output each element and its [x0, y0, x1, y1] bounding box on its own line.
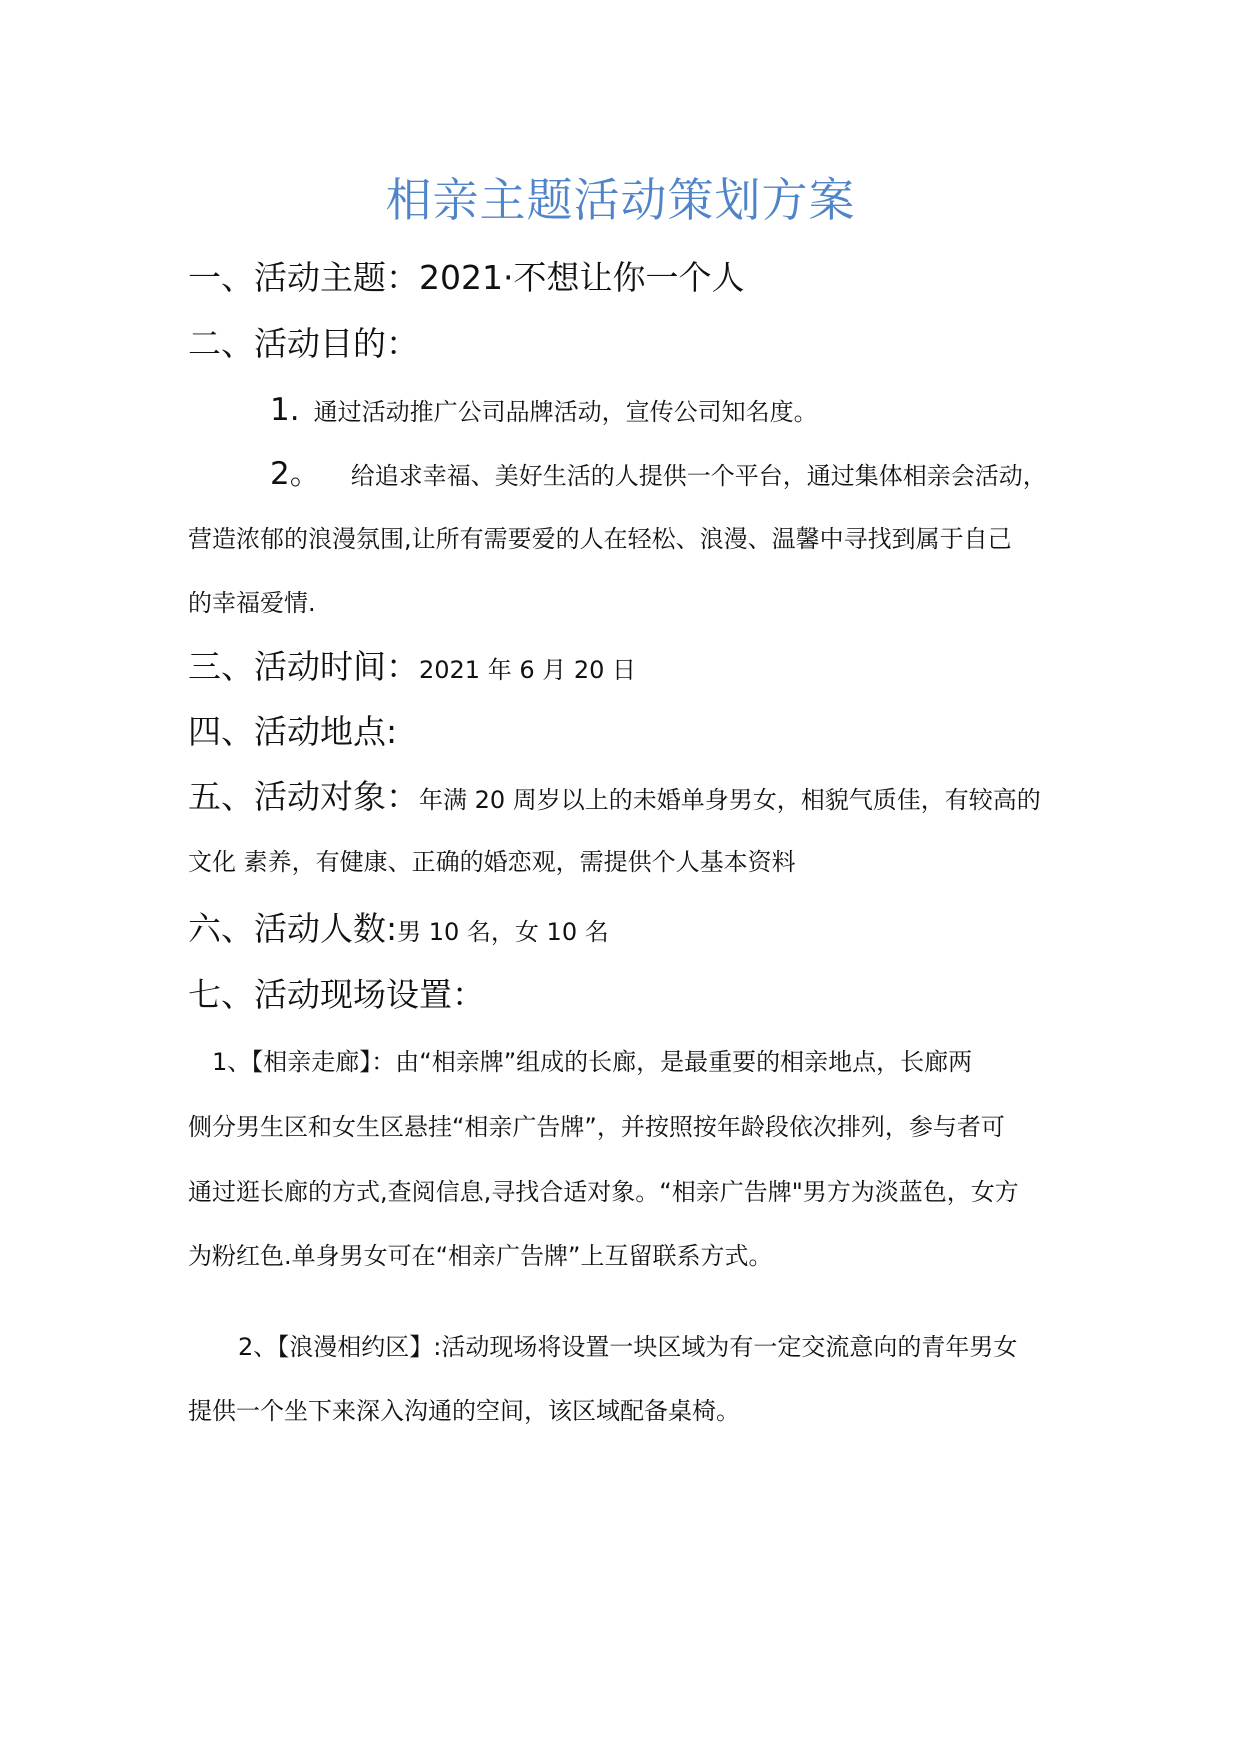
purpose-item-1-number: 1. [270, 392, 300, 428]
section-audience-value: 年满 20 周岁以上的未婚单身男女，相貌气质佳，有较高的 [419, 786, 1041, 814]
section-purpose [188, 322, 419, 366]
section-theme [188, 256, 744, 300]
section-audience-line-2: 文化 素养，有健康、正确的婚恋观，需提供个人基本资料 [188, 848, 796, 876]
purpose-item-2-line-2: 营造浓郁的浪漫氛围,让所有需要爱的人在轻松、浪漫、温馨中寻找到属于自己 [188, 525, 1012, 553]
setup-item-2-line-1: 2、【浪漫相约区】:活动现场将设置一块区域为有一定交流意向的青年男女 [238, 1333, 1018, 1361]
purpose-item-1 [270, 393, 818, 429]
document-title: 相亲主题活动策划方案 [385, 173, 856, 227]
setup-item-1-line-1: 1、【相亲走廊】：由“相亲牌”组成的长廊，是最重要的相亲地点，长廊两 [212, 1048, 973, 1076]
section-theme-label: 一、活动主题： [188, 258, 419, 297]
section-venue-label: 四、活动地点: [188, 712, 398, 751]
section-audience-label: 五、活动对象： [188, 777, 419, 816]
setup-item-1-line-3: 通过逛长廊的方式,查阅信息,寻找合适对象。“相亲广告牌"男方为淡蓝色，女方 [188, 1178, 1019, 1206]
section-theme-value: 2021·不想让你一个人 [419, 258, 745, 297]
section-time [188, 645, 636, 692]
section-headcount [188, 907, 609, 954]
purpose-item-2-line-3: 的幸福爱情. [188, 589, 316, 617]
section-headcount-value: 男 10 名，女 10 名 [397, 918, 609, 946]
setup-item-1-line-2: 侧分男生区和女生区悬挂“相亲广告牌”，并按照按年龄段依次排列，参与者可 [188, 1113, 1005, 1141]
purpose-item-1-text: 通过活动推广公司品牌活动，宣传公司知名度。 [313, 398, 818, 426]
setup-item-2-line-2: 提供一个坐下来深入沟通的空间，该区域配备桌椅。 [188, 1397, 740, 1425]
section-headcount-label: 六、活动人数: [188, 909, 398, 948]
section-setup [188, 973, 485, 1017]
setup-item-1-line-4: 为粉红色.单身男女可在“相亲广告牌”上互留联系方式。 [188, 1242, 773, 1270]
purpose-item-2 [270, 457, 1047, 493]
section-setup-label: 七、活动现场设置： [188, 975, 485, 1014]
section-purpose-label: 二、活动目的： [188, 324, 419, 363]
section-venue [188, 710, 397, 754]
section-audience [188, 775, 1041, 822]
purpose-item-2-number: 2。 [270, 456, 321, 492]
section-time-label: 三、活动时间： [188, 647, 419, 686]
section-time-value: 2021 年 6 月 20 日 [419, 656, 637, 684]
purpose-item-2-line-1: 给追求幸福、美好生活的人提供一个平台，通过集体相亲会活动， [350, 462, 1047, 490]
